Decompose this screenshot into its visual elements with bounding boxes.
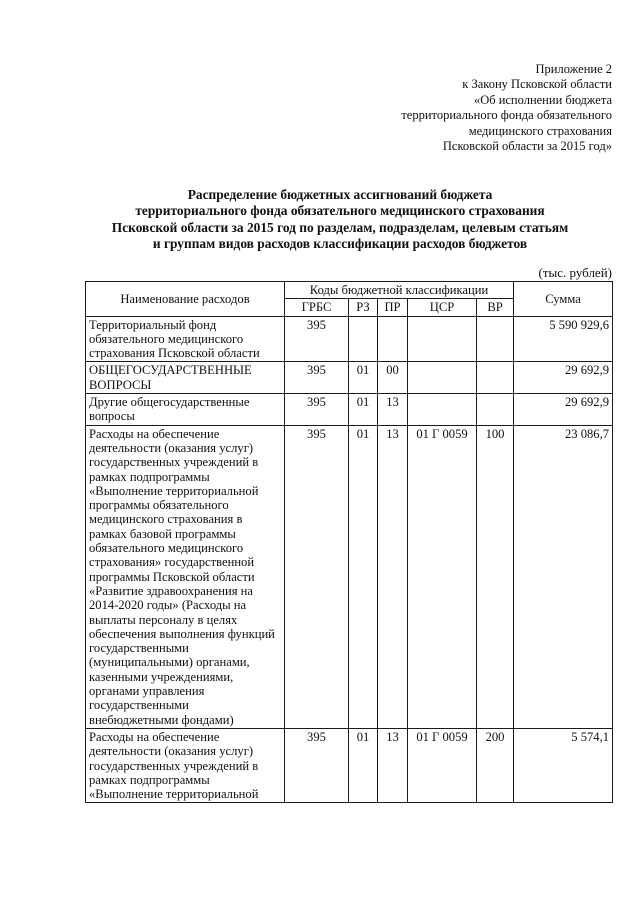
table-row	[86, 394, 613, 426]
cell-sum: 29 692,9	[514, 394, 613, 426]
budget-table	[85, 281, 613, 803]
cell-pr	[378, 316, 408, 362]
appendix-line: к Закону Псковской области	[462, 77, 612, 92]
appendix-line: Псковской области за 2015 год»	[442, 139, 612, 154]
cell-rz: 01	[349, 394, 378, 426]
table-row	[86, 425, 613, 728]
cell-grbs: 395	[285, 316, 349, 362]
title-line: территориального фонда обязательного медицинского страхования	[135, 203, 545, 219]
page-continuation-edge	[0, 838, 640, 905]
appendix-header	[401, 62, 612, 154]
header-pr: ПР	[378, 299, 408, 316]
header-vr: ВР	[477, 299, 514, 316]
cell-vr: 200	[477, 728, 514, 802]
cell-name: ОБЩЕГОСУДАРСТВЕННЫЕ ВОПРОСЫ	[86, 362, 285, 394]
cell-rz	[349, 316, 378, 362]
cell-vr	[477, 316, 514, 362]
header-sum: Сумма	[514, 282, 613, 317]
title-line: Псковской области за 2015 год по разделам, подразделам, целевым статьям	[111, 219, 569, 235]
cell-grbs: 395	[285, 425, 349, 728]
cell-rz: 01	[349, 362, 378, 394]
cell-grbs: 395	[285, 362, 349, 394]
cell-name: Другие общегосударственные вопросы	[86, 394, 285, 426]
header-csr: ЦСР	[408, 299, 477, 316]
cell-grbs: 395	[285, 728, 349, 802]
cell-sum: 5 590 929,6	[514, 316, 613, 362]
cell-pr: 13	[378, 394, 408, 426]
cell-csr: 01 Г 0059	[408, 728, 477, 802]
cell-grbs: 395	[285, 394, 349, 426]
appendix-line: «Об исполнении бюджета	[473, 92, 612, 107]
cell-vr	[477, 394, 514, 426]
title-line: Распределение бюджетных ассигнований бюджета	[187, 187, 493, 202]
header-grbs: ГРБС	[285, 299, 349, 316]
table-row	[86, 316, 613, 362]
cell-vr	[477, 362, 514, 394]
cell-name: Территориальный фонд обязательного медицинского страхования Псковской области	[86, 316, 285, 362]
title-line: и группам видов расходов классификации расходов бюджетов	[152, 235, 528, 251]
cell-name: Расходы на обеспечение деятельности (оказания услуг) государственных учреждений в рамках подпрограммы «Выполнение территориальной программы обязательного медицинского страхования в рамках базовой программы обязательного медицинского страхования» государственной программы Псковской области «Развитие здравоохранения на 2014-2020 годы» (Расходы на выплаты персоналу в целях обеспечения выполнения функций государственными (муниципальными) органами, казенными учреждениями, органами управления государственными внебюджетными фондами)	[86, 425, 285, 728]
units-label: (тыс. рублей)	[538, 265, 612, 280]
cell-name: Расходы на обеспечение деятельности (оказания услуг) государственных учреждений в рамках подпрограммы «Выполнение территориальной	[86, 728, 285, 802]
appendix-line: медицинского страхования	[468, 123, 612, 138]
cell-pr: 13	[378, 425, 408, 728]
appendix-line: территориального фонда обязательного	[401, 108, 612, 123]
header-name: Наименование расходов	[86, 282, 285, 317]
cell-pr: 00	[378, 362, 408, 394]
cell-sum: 29 692,9	[514, 362, 613, 394]
cell-csr: 01 Г 0059	[408, 425, 477, 728]
table-row	[86, 362, 613, 394]
cell-sum: 23 086,7	[514, 425, 613, 728]
cell-sum: 5 574,1	[514, 728, 613, 802]
appendix-line: Приложение 2	[535, 62, 612, 76]
header-codes: Коды бюджетной классификации	[285, 282, 514, 299]
document-title	[80, 187, 600, 252]
cell-vr: 100	[477, 425, 514, 728]
table-row	[86, 728, 613, 802]
cell-csr	[408, 316, 477, 362]
header-rz: РЗ	[349, 299, 378, 316]
cell-rz: 01	[349, 425, 378, 728]
cell-csr	[408, 362, 477, 394]
cell-rz: 01	[349, 728, 378, 802]
cell-pr: 13	[378, 728, 408, 802]
cell-csr	[408, 394, 477, 426]
header-row	[86, 282, 613, 299]
